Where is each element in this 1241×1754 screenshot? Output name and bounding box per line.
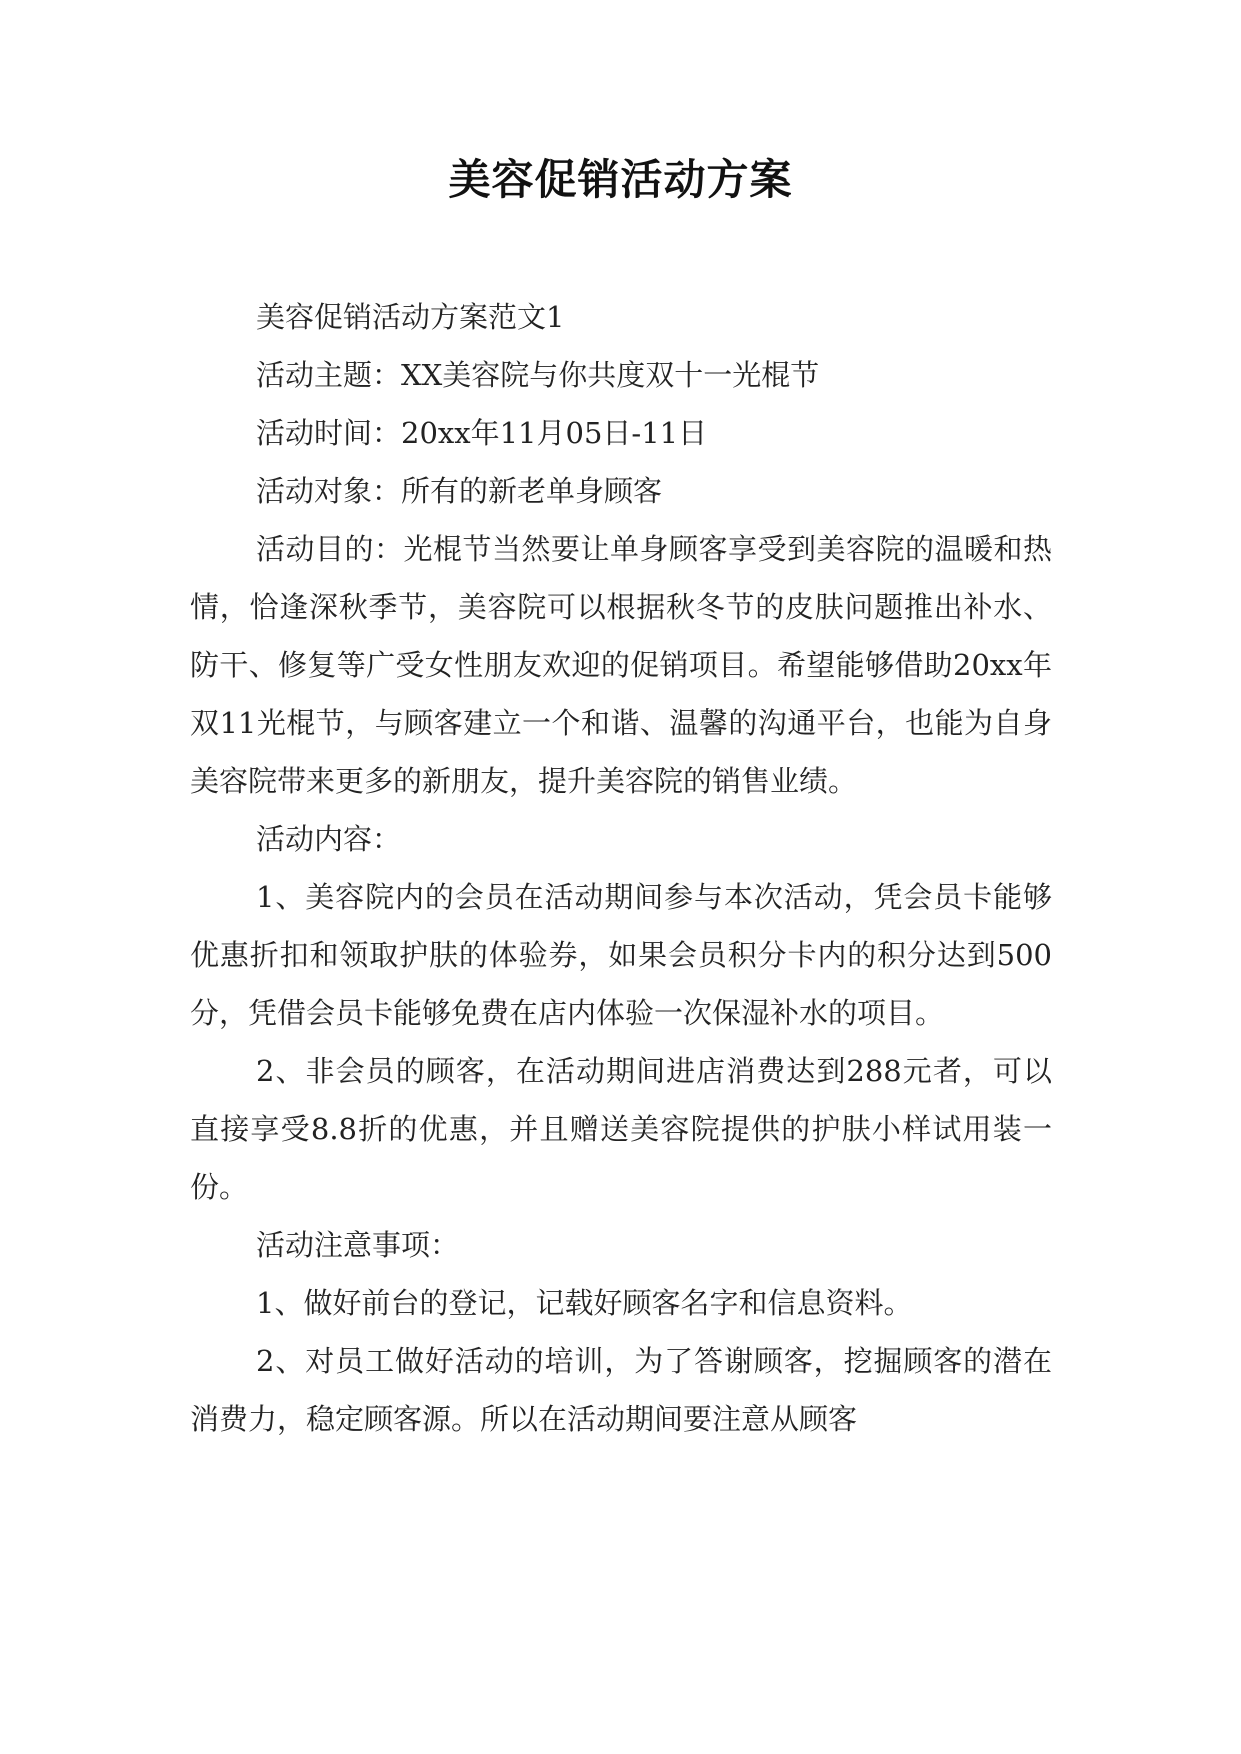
paragraph-theme: 活动主题：XX美容院与你共度双十一光棍节: [256, 358, 820, 392]
paragraph-notes-item-1: 1、做好前台的登记，记载好顾客名字和信息资料。: [256, 1286, 913, 1320]
document-body: [190, 288, 1052, 1448]
paragraph-content-item-1: 1、美容院内的会员在活动期间参与本次活动，凭会员卡能够优惠折扣和领取护肤的体验券，如果会员积分卡内的积分达到500分，凭借会员卡能够免费在店内体验一次保湿补水的项目。: [190, 880, 1052, 1030]
paragraph-time: 活动时间：20xx年11月05日-11日: [256, 416, 708, 450]
document-title: 美容促销活动方案: [448, 155, 793, 204]
paragraph-content-heading: 活动内容：: [256, 822, 402, 856]
paragraph-notes-heading: 活动注意事项：: [256, 1228, 460, 1262]
paragraph-notes-item-2: 2、对员工做好活动的培训，为了答谢顾客，挖掘顾客的潜在消费力，稳定顾客源。所以在活动期间要注意从顾客: [190, 1344, 1052, 1436]
paragraph-purpose: 活动目的：光棍节当然要让单身顾客享受到美容院的温暖和热情，恰逢深秋季节，美容院可以根据秋冬节的皮肤问题推出补水、防干、修复等广受女性朋友欢迎的促销项目。希望能够借助20xx年双11光棍节，与顾客建立一个和谐、温馨的沟通平台，也能为自身美容院带来更多的新朋友，提升美容院的销售业绩。: [190, 532, 1052, 798]
paragraph-audience: 活动对象：所有的新老单身顾客: [256, 474, 663, 508]
paragraph-content-item-2: 2、非会员的顾客，在活动期间进店消费达到288元者，可以直接享受8.8折的优惠，并且赠送美容院提供的护肤小样试用装一份。: [190, 1054, 1052, 1204]
paragraph-heading: 美容促销活动方案范文1: [256, 300, 565, 334]
